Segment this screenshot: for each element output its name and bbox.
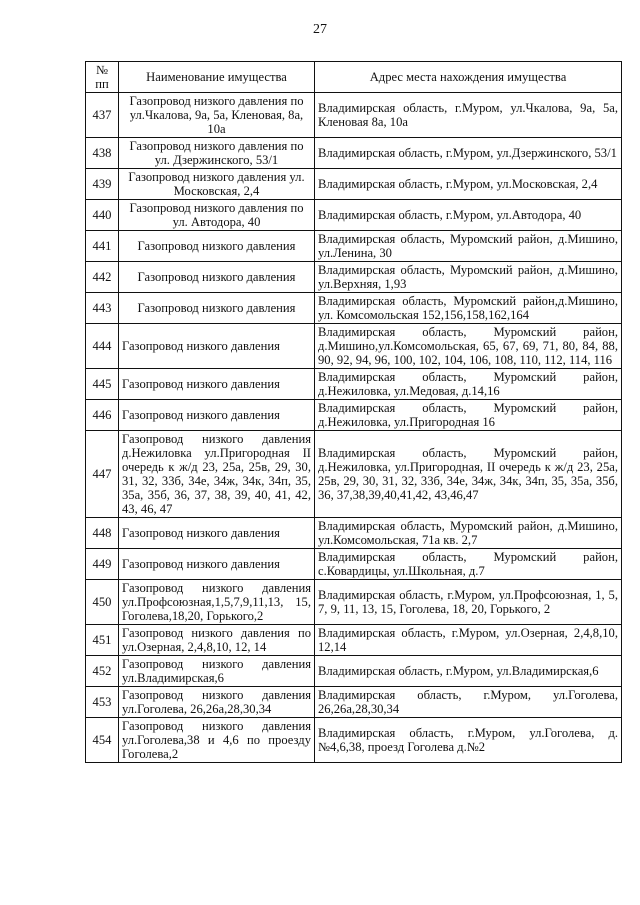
row-number: 453 [86, 687, 119, 718]
table-row [86, 369, 622, 400]
table-row [86, 656, 622, 687]
row-address: Владимирская область, Муромский район, д.Мишино, ул.Верхняя, 1,93 [315, 262, 622, 293]
property-table [85, 61, 622, 763]
row-address: Владимирская область, г.Муром, ул.Дзержинского, 53/1 [315, 138, 622, 169]
table-row [86, 231, 622, 262]
row-name: Газопровод низкого давления [119, 231, 315, 262]
row-number: 444 [86, 324, 119, 369]
row-address: Владимирская область, г.Муром, ул.Профсоюзная, 1, 5, 7, 9, 11, 13, 15, Гоголева, 18, 20, Горького, 2 [315, 580, 622, 625]
row-name: Газопровод низкого давления [119, 293, 315, 324]
header-num: № пп [86, 62, 119, 93]
row-name: Газопровод низкого давления д.Нежиловка ул.Пригородная II очередь к ж/д 23, 25а, 25в, 29, 30, 31, 32, 33б, 34е, 34ж, 34к, 34п, 35, 35а, 35б, 36, 37, 38, 39, 40, 41, 42, 43, 46, 47 [119, 431, 315, 518]
row-name: Газопровод низкого давления по ул. Дзержинского, 53/1 [119, 138, 315, 169]
row-address: Владимирская область, г.Муром, ул.Гоголева, д.№4,6,38, проезд Гоголева д.№2 [315, 718, 622, 763]
table-row [86, 262, 622, 293]
row-number: 443 [86, 293, 119, 324]
row-number: 447 [86, 431, 119, 518]
row-name: Газопровод низкого давления ул.Гоголева,38 и 4,6 по проезду Гоголева,2 [119, 718, 315, 763]
row-number: 450 [86, 580, 119, 625]
row-address: Владимирская область, Муромский район, д.Нежиловка, ул.Пригородная, II очередь к ж/д 23, 25а, 25в, 29, 30, 31, 32, 33б, 34е, 34ж, 34к, 34п, 35, 35а, 35б, 36, 37,38,39,40,41,42, 43,46,47 [315, 431, 622, 518]
row-number: 451 [86, 625, 119, 656]
row-name: Газопровод низкого давления [119, 400, 315, 431]
row-name: Газопровод низкого давления [119, 549, 315, 580]
table-row [86, 169, 622, 200]
row-address: Владимирская область, Муромский район, д.Нежиловка, ул.Пригородная 16 [315, 400, 622, 431]
row-address: Владимирская область, г.Муром, ул.Гоголева, 26,26а,28,30,34 [315, 687, 622, 718]
row-number: 446 [86, 400, 119, 431]
table-row [86, 431, 622, 518]
table-body [86, 93, 622, 763]
row-name: Газопровод низкого давления [119, 518, 315, 549]
table-row [86, 549, 622, 580]
table-row [86, 93, 622, 138]
table-row [86, 580, 622, 625]
header-name: Наименование имущества [119, 62, 315, 93]
table-row [86, 518, 622, 549]
row-name: Газопровод низкого давления ул.Профсоюзная,1,5,7,9,11,13, 15, Гоголева,18,20, Горького,2 [119, 580, 315, 625]
row-number: 452 [86, 656, 119, 687]
table-row [86, 625, 622, 656]
table-row [86, 293, 622, 324]
table-header-row [86, 62, 622, 93]
table-row [86, 200, 622, 231]
table-row [86, 718, 622, 763]
page-number: 27 [313, 22, 327, 37]
row-name: Газопровод низкого давления по ул. Автодора, 40 [119, 200, 315, 231]
row-address: Владимирская область, Муромский район, д.Мишино, ул.Ленина, 30 [315, 231, 622, 262]
row-name: Газопровод низкого давления [119, 324, 315, 369]
row-number: 449 [86, 549, 119, 580]
row-number: 439 [86, 169, 119, 200]
table-row [86, 400, 622, 431]
row-number: 454 [86, 718, 119, 763]
row-number: 440 [86, 200, 119, 231]
row-address: Владимирская область, г.Муром, ул.Автодора, 40 [315, 200, 622, 231]
row-name: Газопровод низкого давления ул. Московская, 2,4 [119, 169, 315, 200]
row-address: Владимирская область, Муромский район, д.Нежиловка, ул.Медовая, д.14,16 [315, 369, 622, 400]
row-address: Владимирская область, Муромский район,д.Мишино, ул. Комсомольская 152,156,158,162,164 [315, 293, 622, 324]
row-number: 441 [86, 231, 119, 262]
row-name: Газопровод низкого давления [119, 262, 315, 293]
row-number: 442 [86, 262, 119, 293]
row-address: Владимирская область, г.Муром, ул.Чкалова, 9а, 5а, Кленовая 8а, 10а [315, 93, 622, 138]
row-number: 438 [86, 138, 119, 169]
row-address: Владимирская область, Муромский район, с.Ковардицы, ул.Школьная, д.7 [315, 549, 622, 580]
row-name: Газопровод низкого давления ул.Гоголева, 26,26а,28,30,34 [119, 687, 315, 718]
row-address: Владимирская область, Муромский район, д.Мишино, ул.Комсомольская, 71а кв. 2,7 [315, 518, 622, 549]
row-address: Владимирская область, г.Муром, ул.Московская, 2,4 [315, 169, 622, 200]
row-number: 437 [86, 93, 119, 138]
row-address: Владимирская область, г.Муром, ул.Владимирская,6 [315, 656, 622, 687]
table-row [86, 138, 622, 169]
row-name: Газопровод низкого давления по ул.Озерная, 2,4,8,10, 12, 14 [119, 625, 315, 656]
header-address: Адрес места нахождения имущества [315, 62, 622, 93]
row-address: Владимирская область, Муромский район, д.Мишино,ул.Комсомольская, 65, 67, 69, 71, 80, 84, 88, 90, 92, 94, 96, 100, 102, 104, 106, 108, 110, 112, 114, 116 [315, 324, 622, 369]
row-name: Газопровод низкого давления ул.Владимирская,6 [119, 656, 315, 687]
row-number: 448 [86, 518, 119, 549]
row-number: 445 [86, 369, 119, 400]
table-row [86, 324, 622, 369]
table-row [86, 687, 622, 718]
row-name: Газопровод низкого давления [119, 369, 315, 400]
row-address: Владимирская область, г.Муром, ул.Озерная, 2,4,8,10, 12,14 [315, 625, 622, 656]
row-name: Газопровод низкого давления по ул.Чкалова, 9а, 5а, Кленовая, 8а, 10а [119, 93, 315, 138]
